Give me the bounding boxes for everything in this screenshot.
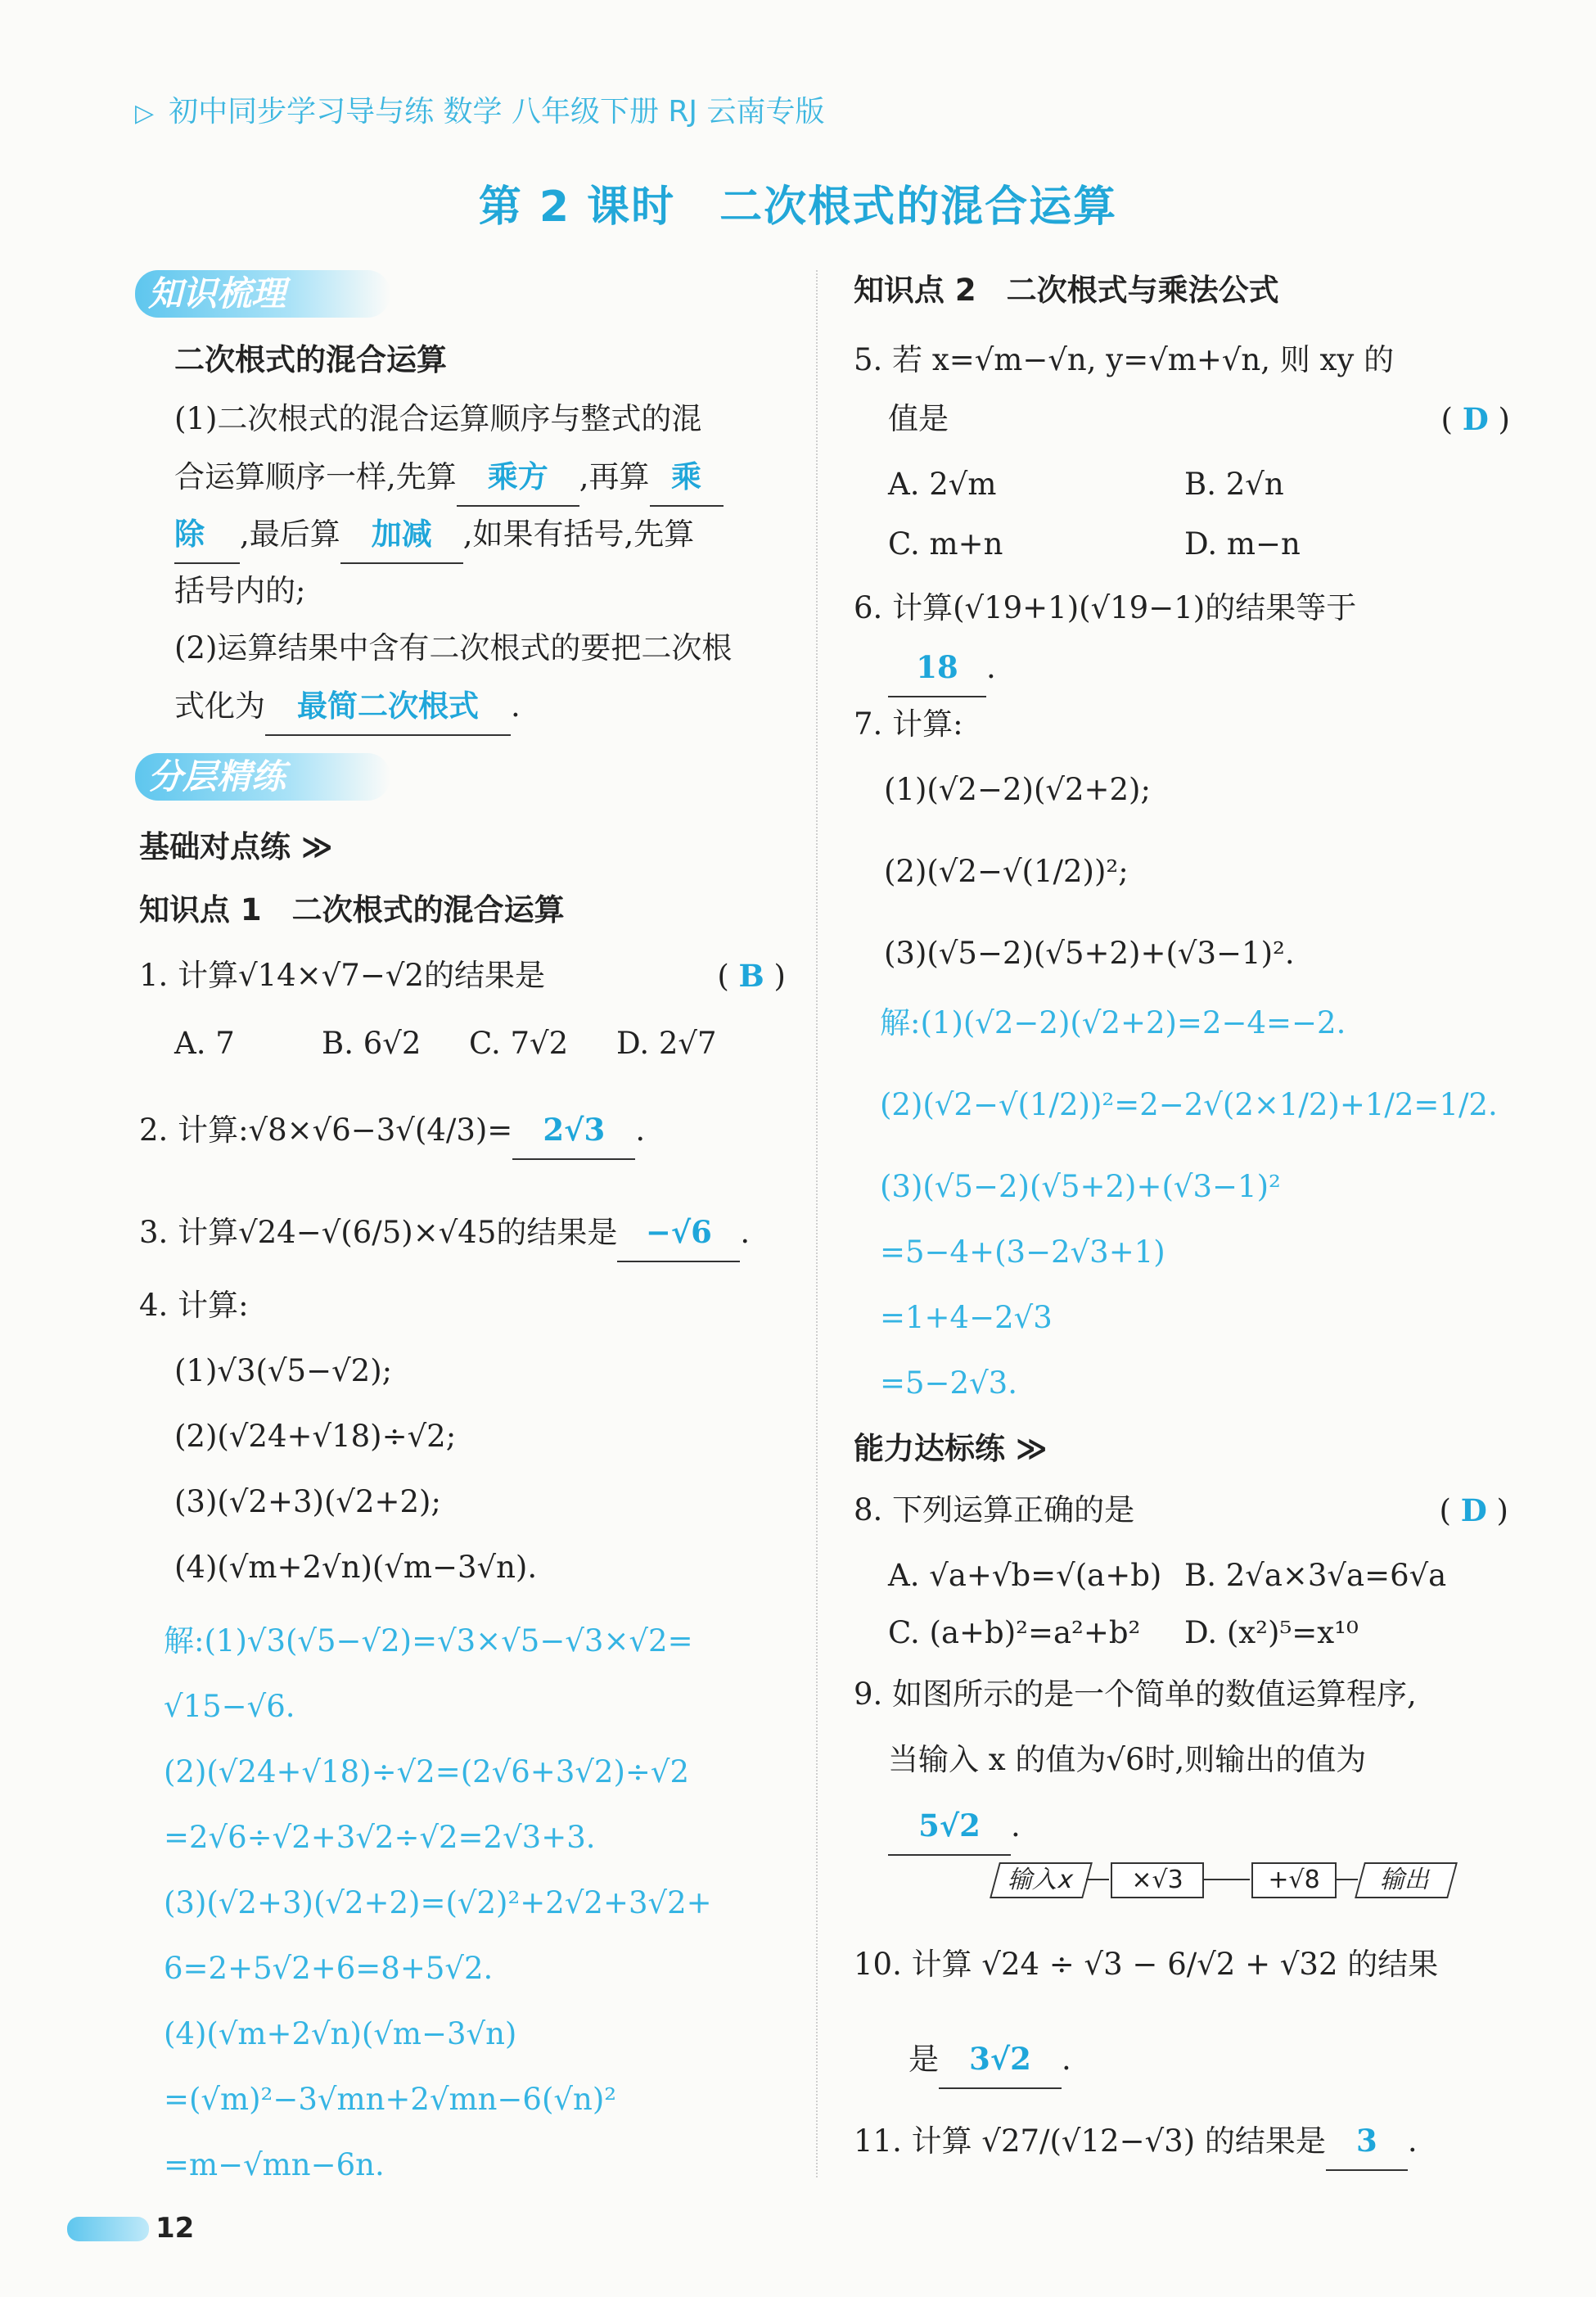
- para1-line4: 括号内的;: [174, 573, 306, 608]
- question-9-line2: 当输入 x 的值为√6时,则输出的值为: [888, 1742, 1367, 1777]
- q5-option-a: A. 2√m: [888, 467, 997, 502]
- q7-sol-5: =1+4−2√3: [880, 1300, 1053, 1335]
- flow-arrow-2: [1202, 1879, 1250, 1880]
- page-tab-decoration: [67, 2217, 149, 2241]
- blank-addsub: 加减: [340, 505, 463, 564]
- page-title: 第 2 课时 二次根式的混合运算: [478, 183, 1118, 232]
- q6-answer-line: 18 .: [888, 639, 996, 697]
- para1-line3: 除 ,最后算 加减 ,如果有括号,先算: [174, 505, 694, 564]
- q4-sol-3: (2)(√24+√18)÷√2=(2√6+3√2)÷√2: [164, 1754, 690, 1789]
- q3-answer: −√6: [617, 1203, 740, 1262]
- flow-arrow-3: [1335, 1879, 1358, 1880]
- q5-option-d: D. m−n: [1184, 526, 1301, 562]
- q4-sol-7: (4)(√m+2√n)(√m−3√n): [164, 2016, 517, 2051]
- para2-line1: (2)运算结果中含有二次根式的要把二次根: [174, 630, 733, 666]
- q4-item-1: (1)√3(√5−√2);: [174, 1353, 393, 1388]
- q4-sol-6: 6=2+5√2+6=8+5√2.: [164, 1951, 494, 1986]
- q4-sol-5: (3)(√2+3)(√2+2)=(√2)²+2√2+3√2+: [164, 1885, 712, 1920]
- q7-item-2: (2)(√2−√(1/2))²;: [884, 854, 1129, 889]
- play-triangle-icon: ▷: [135, 99, 155, 128]
- q5-answer: D: [1462, 401, 1489, 437]
- advanced-heading: 能力达标练 ≫: [854, 1431, 1048, 1466]
- q4-sol-1: 解:(1)√3(√5−√2)=√3×√5−√3×√2=: [164, 1623, 693, 1658]
- para1-line1: (1)二次根式的混合运算顺序与整式的混: [174, 401, 702, 436]
- column-divider: [816, 270, 818, 2177]
- q11-answer: 3: [1326, 2112, 1408, 2171]
- q1-options: A. 7 B. 6√2 C. 7√2 D. 2√7: [174, 1026, 717, 1061]
- question-5: 5. 若 x=√m−√n, y=√m+√n, 则 xy 的: [854, 342, 1395, 377]
- flow-output: 输出: [1355, 1862, 1458, 1898]
- q8-option-b: B. 2√a×3√a=6√a: [1184, 1558, 1447, 1593]
- q4-sol-2: √15−√6.: [164, 1689, 295, 1724]
- q1-answer: B: [738, 958, 764, 994]
- page-number: 12: [156, 2212, 195, 2245]
- q5-option-b: B. 2√n: [1184, 467, 1284, 502]
- blank-power: 乘方: [457, 448, 579, 507]
- question-3: 3. 计算√24−√(6/5)×√45的结果是 −√6 .: [139, 1203, 750, 1262]
- q7-sol-6: =5−2√3.: [880, 1365, 1017, 1401]
- basic-heading: 基础对点练 ≫: [139, 829, 333, 864]
- q8-option-d: D. (x²)⁵=x¹⁰: [1184, 1615, 1359, 1650]
- q4-sol-9: =m−√mn−6n.: [164, 2147, 385, 2182]
- question-10-line2: 是 3√2 .: [908, 2030, 1071, 2089]
- blank-muldiv-2: 除: [174, 505, 240, 564]
- q4-sol-4: =2√6÷√2+3√2÷√2=2√3+3.: [164, 1820, 596, 1855]
- q2-answer: 2√3: [512, 1101, 635, 1160]
- q9-answer-line: 5√2 .: [888, 1797, 1021, 1856]
- flow-input: 输入x: [990, 1862, 1093, 1898]
- kp-title: 二次根式的混合运算: [174, 342, 447, 377]
- q4-sol-8: =(√m)²−3√mn+2√mn−6(√n)²: [164, 2082, 617, 2117]
- q7-item-1: (1)(√2−2)(√2+2);: [884, 772, 1151, 807]
- flow-mult: ×√3: [1111, 1862, 1204, 1898]
- question-6: 6. 计算(√19+1)(√19−1)的结果等于: [854, 590, 1357, 625]
- question-2: 2. 计算:√8×√6−3√(4/3)= 2√3 .: [139, 1101, 645, 1160]
- series-header: ▷ 初中同步学习导与练 数学 八年级下册 RJ 云南专版: [135, 95, 825, 129]
- kp2-heading: 知识点 2 二次根式与乘法公式: [854, 273, 1279, 308]
- flow-add: +√8: [1251, 1862, 1337, 1898]
- q7-sol-4: =5−4+(3−2√3+1): [880, 1234, 1165, 1270]
- question-11: 11. 计算 √27/(√12−√3) 的结果是 3 .: [854, 2112, 1418, 2171]
- question-9-line1: 9. 如图所示的是一个简单的数值运算程序,: [854, 1676, 1417, 1712]
- q4-item-2: (2)(√24+√18)÷√2;: [174, 1419, 457, 1454]
- blank-muldiv-1: 乘: [650, 448, 724, 507]
- kp1-heading: 知识点 1 二次根式的混合运算: [139, 892, 565, 927]
- q7-item-3: (3)(√5−2)(√5+2)+(√3−1)².: [884, 936, 1295, 971]
- flow-arrow-1: [1086, 1879, 1109, 1880]
- para2-line2: 式化为 最简二次根式 .: [174, 677, 521, 736]
- q8-option-a: A. √a+√b=√(a+b): [888, 1558, 1162, 1593]
- q10-answer: 3√2: [939, 2030, 1062, 2089]
- practice-banner: 分层精练: [135, 753, 390, 801]
- q8-answer: D: [1460, 1492, 1487, 1528]
- q4-item-3: (3)(√2+3)(√2+2);: [174, 1484, 441, 1519]
- question-7: 7. 计算:: [854, 706, 963, 742]
- q7-sol-2: (2)(√2−√(1/2))²=2−2√(2×1/2)+1/2=1/2.: [880, 1087, 1498, 1122]
- question-10-line1: 10. 计算 √24 ÷ √3 − 6/√2 + √32 的结果: [854, 1947, 1439, 1982]
- q6-answer: 18: [888, 639, 986, 697]
- question-4: 4. 计算:: [139, 1288, 249, 1323]
- q7-sol-3: (3)(√5−2)(√5+2)+(√3−1)²: [880, 1169, 1281, 1204]
- question-5-cont: 值是 ( D ): [888, 401, 1510, 437]
- q5-option-c: C. m+n: [888, 526, 1003, 562]
- q7-sol-1: 解:(1)(√2−2)(√2+2)=2−4=−2.: [880, 1005, 1346, 1040]
- q4-item-4: (4)(√m+2√n)(√m−3√n).: [174, 1550, 538, 1585]
- para1-line2: 合运算顺序一样,先算 乘方 ,再算 乘: [174, 448, 724, 507]
- knowledge-banner: 知识梳理: [135, 270, 390, 318]
- q8-option-c: C. (a+b)²=a²+b²: [888, 1615, 1141, 1650]
- blank-simplest: 最简二次根式: [265, 677, 511, 736]
- q9-answer: 5√2: [888, 1797, 1011, 1856]
- question-1: 1. 计算√14×√7−√2的结果是 ( B ): [139, 958, 786, 994]
- question-8: 8. 下列运算正确的是 ( D ): [854, 1492, 1508, 1528]
